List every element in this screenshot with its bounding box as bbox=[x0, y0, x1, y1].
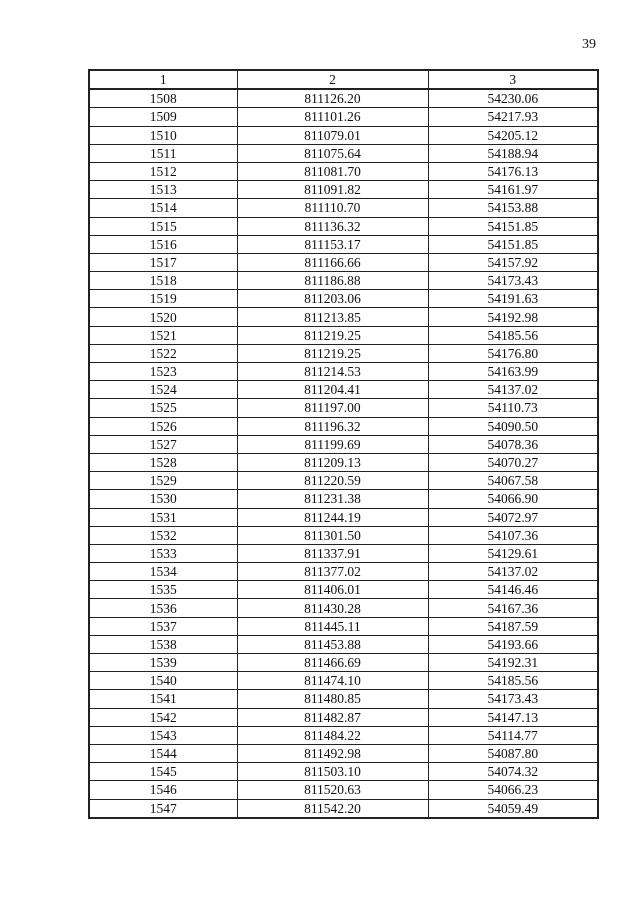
x-coordinate-cell: 811220.59 bbox=[237, 472, 428, 490]
point-number-cell: 1524 bbox=[89, 381, 237, 399]
x-coordinate-cell: 811197.00 bbox=[237, 399, 428, 417]
point-number-cell: 1508 bbox=[89, 89, 237, 108]
table-row bbox=[89, 672, 598, 690]
table-row bbox=[89, 599, 598, 617]
point-number-cell: 1546 bbox=[89, 781, 237, 799]
y-coordinate-cell: 54137.02 bbox=[428, 381, 598, 399]
x-coordinate-cell: 811244.19 bbox=[237, 508, 428, 526]
table-row bbox=[89, 308, 598, 326]
x-coordinate-cell: 811466.69 bbox=[237, 654, 428, 672]
x-coordinate-cell: 811219.25 bbox=[237, 344, 428, 362]
x-coordinate-cell: 811186.88 bbox=[237, 272, 428, 290]
y-coordinate-cell: 54137.02 bbox=[428, 563, 598, 581]
point-number-cell: 1517 bbox=[89, 253, 237, 271]
point-number-cell: 1547 bbox=[89, 799, 237, 818]
point-number-cell: 1518 bbox=[89, 272, 237, 290]
x-coordinate-cell: 811542.20 bbox=[237, 799, 428, 818]
point-number-cell: 1527 bbox=[89, 435, 237, 453]
x-coordinate-cell: 811430.28 bbox=[237, 599, 428, 617]
table-row bbox=[89, 781, 598, 799]
point-number-cell: 1530 bbox=[89, 490, 237, 508]
table-row bbox=[89, 381, 598, 399]
table-row bbox=[89, 544, 598, 562]
y-coordinate-cell: 54217.93 bbox=[428, 108, 598, 126]
y-coordinate-cell: 54066.23 bbox=[428, 781, 598, 799]
y-coordinate-cell: 54193.66 bbox=[428, 635, 598, 653]
x-coordinate-cell: 811101.26 bbox=[237, 108, 428, 126]
table-row bbox=[89, 108, 598, 126]
table-row bbox=[89, 144, 598, 162]
table-row bbox=[89, 763, 598, 781]
coordinates-table bbox=[88, 69, 599, 819]
y-coordinate-cell: 54090.50 bbox=[428, 417, 598, 435]
table-row bbox=[89, 581, 598, 599]
point-number-cell: 1519 bbox=[89, 290, 237, 308]
y-coordinate-cell: 54157.92 bbox=[428, 253, 598, 271]
point-number-cell: 1515 bbox=[89, 217, 237, 235]
table-row bbox=[89, 490, 598, 508]
x-coordinate-cell: 811153.17 bbox=[237, 235, 428, 253]
point-number-cell: 1538 bbox=[89, 635, 237, 653]
y-coordinate-cell: 54161.97 bbox=[428, 181, 598, 199]
point-number-cell: 1511 bbox=[89, 144, 237, 162]
y-coordinate-cell: 54173.43 bbox=[428, 272, 598, 290]
y-coordinate-cell: 54205.12 bbox=[428, 126, 598, 144]
table-row bbox=[89, 744, 598, 762]
table-row bbox=[89, 235, 598, 253]
point-number-cell: 1525 bbox=[89, 399, 237, 417]
x-coordinate-cell: 811199.69 bbox=[237, 435, 428, 453]
y-coordinate-cell: 54067.58 bbox=[428, 472, 598, 490]
point-number-cell: 1523 bbox=[89, 363, 237, 381]
y-coordinate-cell: 54110.73 bbox=[428, 399, 598, 417]
y-coordinate-cell: 54146.46 bbox=[428, 581, 598, 599]
x-coordinate-cell: 811126.20 bbox=[237, 89, 428, 108]
table-row bbox=[89, 126, 598, 144]
table-row bbox=[89, 272, 598, 290]
y-coordinate-cell: 54176.80 bbox=[428, 344, 598, 362]
x-coordinate-cell: 811492.98 bbox=[237, 744, 428, 762]
point-number-cell: 1526 bbox=[89, 417, 237, 435]
point-number-cell: 1536 bbox=[89, 599, 237, 617]
table-row bbox=[89, 181, 598, 199]
point-number-cell: 1544 bbox=[89, 744, 237, 762]
x-coordinate-cell: 811091.82 bbox=[237, 181, 428, 199]
x-coordinate-cell: 811110.70 bbox=[237, 199, 428, 217]
x-coordinate-cell: 811079.01 bbox=[237, 126, 428, 144]
y-coordinate-cell: 54151.85 bbox=[428, 235, 598, 253]
point-number-cell: 1521 bbox=[89, 326, 237, 344]
table-row bbox=[89, 617, 598, 635]
point-number-cell: 1510 bbox=[89, 126, 237, 144]
table-row bbox=[89, 799, 598, 818]
x-coordinate-cell: 811213.85 bbox=[237, 308, 428, 326]
page-number: 39 bbox=[582, 37, 596, 52]
point-number-cell: 1540 bbox=[89, 672, 237, 690]
table-row bbox=[89, 726, 598, 744]
x-coordinate-cell: 811406.01 bbox=[237, 581, 428, 599]
x-coordinate-cell: 811075.64 bbox=[237, 144, 428, 162]
point-number-cell: 1528 bbox=[89, 453, 237, 471]
x-coordinate-cell: 811377.02 bbox=[237, 563, 428, 581]
table-row bbox=[89, 253, 598, 271]
y-coordinate-cell: 54070.27 bbox=[428, 453, 598, 471]
table-header-row bbox=[89, 70, 598, 89]
x-coordinate-cell: 811204.41 bbox=[237, 381, 428, 399]
x-coordinate-cell: 811231.38 bbox=[237, 490, 428, 508]
table-row bbox=[89, 563, 598, 581]
table-row bbox=[89, 472, 598, 490]
y-coordinate-cell: 54192.98 bbox=[428, 308, 598, 326]
point-number-cell: 1513 bbox=[89, 181, 237, 199]
column-header: 1 bbox=[89, 70, 237, 89]
x-coordinate-cell: 811219.25 bbox=[237, 326, 428, 344]
table-row bbox=[89, 508, 598, 526]
point-number-cell: 1512 bbox=[89, 162, 237, 180]
y-coordinate-cell: 54153.88 bbox=[428, 199, 598, 217]
table-row bbox=[89, 690, 598, 708]
y-coordinate-cell: 54147.13 bbox=[428, 708, 598, 726]
table-row bbox=[89, 217, 598, 235]
table-row bbox=[89, 199, 598, 217]
point-number-cell: 1545 bbox=[89, 763, 237, 781]
x-coordinate-cell: 811214.53 bbox=[237, 363, 428, 381]
y-coordinate-cell: 54107.36 bbox=[428, 526, 598, 544]
table-row bbox=[89, 326, 598, 344]
y-coordinate-cell: 54151.85 bbox=[428, 217, 598, 235]
point-number-cell: 1509 bbox=[89, 108, 237, 126]
table-row bbox=[89, 344, 598, 362]
y-coordinate-cell: 54187.59 bbox=[428, 617, 598, 635]
y-coordinate-cell: 54163.99 bbox=[428, 363, 598, 381]
table-row bbox=[89, 654, 598, 672]
y-coordinate-cell: 54192.31 bbox=[428, 654, 598, 672]
point-number-cell: 1532 bbox=[89, 526, 237, 544]
x-coordinate-cell: 811081.70 bbox=[237, 162, 428, 180]
x-coordinate-cell: 811503.10 bbox=[237, 763, 428, 781]
point-number-cell: 1537 bbox=[89, 617, 237, 635]
y-coordinate-cell: 54176.13 bbox=[428, 162, 598, 180]
table-row bbox=[89, 89, 598, 108]
point-number-cell: 1514 bbox=[89, 199, 237, 217]
x-coordinate-cell: 811453.88 bbox=[237, 635, 428, 653]
y-coordinate-cell: 54129.61 bbox=[428, 544, 598, 562]
point-number-cell: 1522 bbox=[89, 344, 237, 362]
table-row bbox=[89, 526, 598, 544]
point-number-cell: 1529 bbox=[89, 472, 237, 490]
y-coordinate-cell: 54185.56 bbox=[428, 672, 598, 690]
x-coordinate-cell: 811520.63 bbox=[237, 781, 428, 799]
x-coordinate-cell: 811484.22 bbox=[237, 726, 428, 744]
point-number-cell: 1520 bbox=[89, 308, 237, 326]
x-coordinate-cell: 811480.85 bbox=[237, 690, 428, 708]
y-coordinate-cell: 54078.36 bbox=[428, 435, 598, 453]
x-coordinate-cell: 811203.06 bbox=[237, 290, 428, 308]
x-coordinate-cell: 811474.10 bbox=[237, 672, 428, 690]
x-coordinate-cell: 811301.50 bbox=[237, 526, 428, 544]
x-coordinate-cell: 811337.91 bbox=[237, 544, 428, 562]
x-coordinate-cell: 811136.32 bbox=[237, 217, 428, 235]
y-coordinate-cell: 54191.63 bbox=[428, 290, 598, 308]
point-number-cell: 1533 bbox=[89, 544, 237, 562]
y-coordinate-cell: 54087.80 bbox=[428, 744, 598, 762]
table-body bbox=[89, 89, 598, 818]
table-row bbox=[89, 635, 598, 653]
point-number-cell: 1541 bbox=[89, 690, 237, 708]
y-coordinate-cell: 54059.49 bbox=[428, 799, 598, 818]
x-coordinate-cell: 811445.11 bbox=[237, 617, 428, 635]
table-row bbox=[89, 290, 598, 308]
table-row bbox=[89, 417, 598, 435]
x-coordinate-cell: 811209.13 bbox=[237, 453, 428, 471]
y-coordinate-cell: 54185.56 bbox=[428, 326, 598, 344]
x-coordinate-cell: 811196.32 bbox=[237, 417, 428, 435]
column-header: 2 bbox=[237, 70, 428, 89]
y-coordinate-cell: 54066.90 bbox=[428, 490, 598, 508]
y-coordinate-cell: 54188.94 bbox=[428, 144, 598, 162]
table-row bbox=[89, 399, 598, 417]
point-number-cell: 1516 bbox=[89, 235, 237, 253]
point-number-cell: 1531 bbox=[89, 508, 237, 526]
y-coordinate-cell: 54173.43 bbox=[428, 690, 598, 708]
point-number-cell: 1535 bbox=[89, 581, 237, 599]
y-coordinate-cell: 54074.32 bbox=[428, 763, 598, 781]
point-number-cell: 1534 bbox=[89, 563, 237, 581]
x-coordinate-cell: 811482.87 bbox=[237, 708, 428, 726]
y-coordinate-cell: 54114.77 bbox=[428, 726, 598, 744]
table-row bbox=[89, 435, 598, 453]
table-row bbox=[89, 708, 598, 726]
table-row bbox=[89, 363, 598, 381]
point-number-cell: 1542 bbox=[89, 708, 237, 726]
point-number-cell: 1539 bbox=[89, 654, 237, 672]
y-coordinate-cell: 54167.36 bbox=[428, 599, 598, 617]
y-coordinate-cell: 54230.06 bbox=[428, 89, 598, 108]
table-row bbox=[89, 453, 598, 471]
table-row bbox=[89, 162, 598, 180]
x-coordinate-cell: 811166.66 bbox=[237, 253, 428, 271]
y-coordinate-cell: 54072.97 bbox=[428, 508, 598, 526]
column-header: 3 bbox=[428, 70, 598, 89]
point-number-cell: 1543 bbox=[89, 726, 237, 744]
